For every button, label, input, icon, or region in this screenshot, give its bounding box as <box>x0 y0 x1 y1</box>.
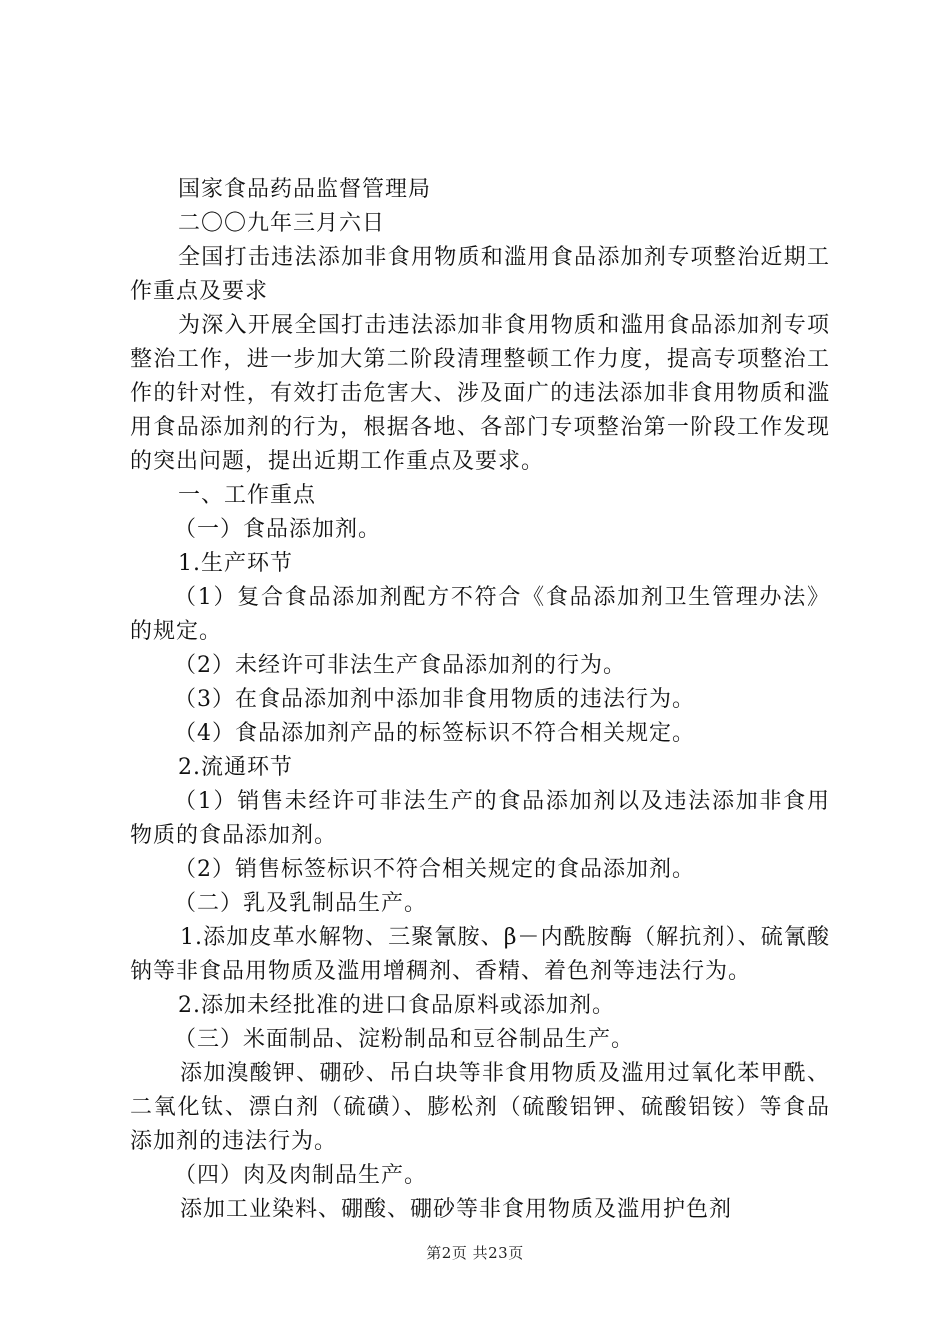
issuer-name: 国家食品药品监督管理局 <box>178 177 432 202</box>
paragraph-rice-flour: 添加溴酸钾、硼砂、吊白块等非食用物质及滥用过氧化苯甲酰、二氧化钛、漂白剂（硫磺）、膨松剂（硫酸铝钾、硫酸铝铵）等食品添加剂的违法行为。 <box>130 1061 830 1154</box>
heading-work-focus: 一、工作重点 <box>178 483 317 508</box>
section-title: 全国打击违法添加非食用物质和滥用食品添加剂专项整治近期工作重点及要求 <box>130 245 830 304</box>
paragraph-meat: 添加工业染料、硼酸、硼砂等非食用物质及滥用护色剂 <box>180 1197 733 1222</box>
list-item-circulation-2: （2）销售标签标识不符合相关规定的食品添加剂。 <box>174 857 695 882</box>
subheading-rice-flour: （三）米面制品、淀粉制品和豆谷制品生产。 <box>174 1027 635 1052</box>
issue-date: 二〇〇九年三月六日 <box>178 211 386 236</box>
subheading-production: 1.生产环节 <box>178 551 293 576</box>
subheading-food-additives: （一）食品添加剂。 <box>174 517 382 542</box>
list-item-circulation-1: （1）销售未经许可非法生产的食品添加剂以及违法添加非食用物质的食品添加剂。 <box>130 789 830 848</box>
subheading-dairy: （二）乳及乳制品生产。 <box>174 891 428 916</box>
list-item-production-3: （3）在食品添加剂中添加非食用物质的违法行为。 <box>174 687 695 712</box>
list-item-production-4: （4）食品添加剂产品的标签标识不符合相关规定。 <box>174 721 695 746</box>
list-item-production-2: （2）未经许可非法生产食品添加剂的行为。 <box>174 653 626 678</box>
page-footer: 第2页 共23页 <box>426 1244 524 1262</box>
list-item-dairy-1: 1.添加皮革水解物、三聚氰胺、β－内酰胺酶（解抗剂）、硫氰酸钠等非食品用物质及滥用增稠剂、香精、着色剂等违法行为。 <box>130 925 830 984</box>
subheading-circulation: 2.流通环节 <box>178 755 293 780</box>
list-item-production-1: （1）复合食品添加剂配方不符合《食品添加剂卫生管理办法》的规定。 <box>130 585 830 644</box>
subheading-meat: （四）肉及肉制品生产。 <box>174 1163 428 1188</box>
document-body <box>130 173 830 1227</box>
list-item-dairy-2: 2.添加未经批准的进口食品原料或添加剂。 <box>178 993 615 1018</box>
intro-paragraph: 为深入开展全国打击违法添加非食用物质和滥用食品添加剂专项整治工作，进一步加大第二阶段清理整顿工作力度，提高专项整治工作的针对性，有效打击危害大、涉及面广的违法添加非食用物质和滥用食品添加剂的行为，根据各地、各部门专项整治第一阶段工作发现的突出问题，提出近期工作重点及要求。 <box>130 313 830 474</box>
